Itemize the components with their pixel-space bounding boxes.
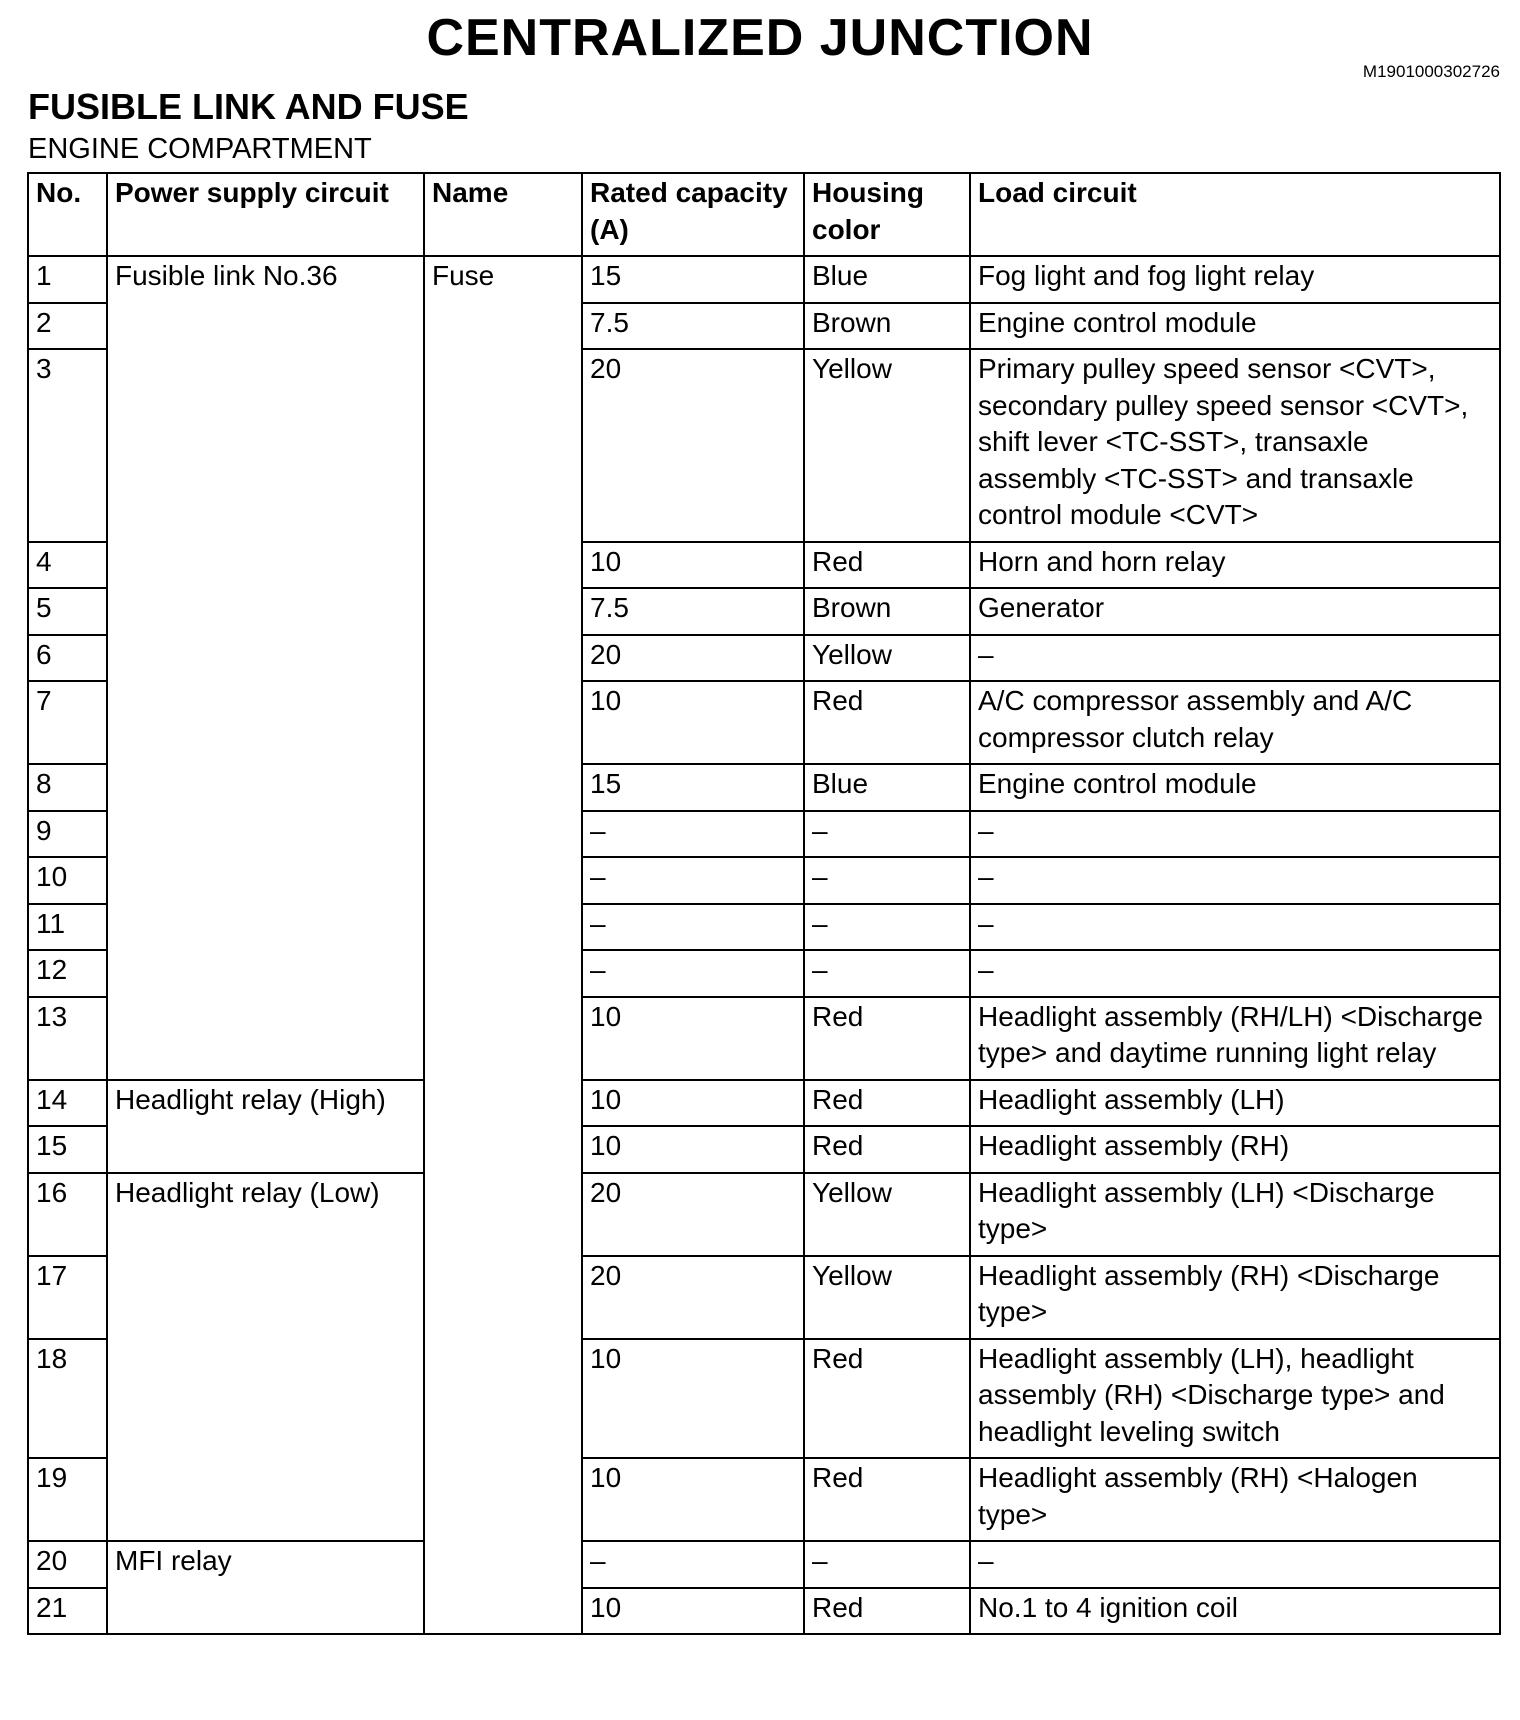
cell-load: Primary pulley speed sensor <CVT>, secondary pulley speed sensor <CVT>, shift lever <TC-SST>, transaxle assembly <TC-SST> and transaxle control module <CVT> [970,349,1500,542]
header-no: No. [28,173,107,256]
cell-no: 9 [28,811,107,858]
cell-color: – [804,904,970,951]
cell-load: – [970,811,1500,858]
cell-color: Red [804,542,970,589]
cell-name: Fuse [424,256,582,1634]
cell-no: 8 [28,764,107,811]
cell-load: Fog light and fog light relay [970,256,1500,303]
cell-load: A/C compressor assembly and A/C compressor clutch relay [970,681,1500,764]
cell-load: Headlight assembly (RH) <Halogen type> [970,1458,1500,1541]
cell-no: 19 [28,1458,107,1541]
cell-color: Red [804,1080,970,1127]
header-name: Name [424,173,582,256]
table-header-row [28,173,1500,256]
cell-color: Yellow [804,349,970,542]
cell-no: 4 [28,542,107,589]
cell-load: – [970,635,1500,682]
cell-no: 16 [28,1173,107,1256]
cell-no: 12 [28,950,107,997]
cell-rated: 10 [582,542,804,589]
cell-rated: 20 [582,1256,804,1339]
table-row [28,1173,1500,1256]
cell-color: Red [804,1339,970,1459]
cell-no: 1 [28,256,107,303]
cell-load: – [970,1541,1500,1588]
cell-no: 21 [28,1588,107,1635]
cell-load: No.1 to 4 ignition coil [970,1588,1500,1635]
cell-load: Headlight assembly (RH/LH) <Discharge type> and daytime running light relay [970,997,1500,1080]
cell-rated: – [582,811,804,858]
cell-load: Horn and horn relay [970,542,1500,589]
cell-rated: 10 [582,1080,804,1127]
cell-load: – [970,857,1500,904]
cell-color: Yellow [804,1256,970,1339]
cell-rated: 20 [582,349,804,542]
cell-load: Headlight assembly (LH), headlight assembly (RH) <Discharge type> and headlight leveling switch [970,1339,1500,1459]
cell-rated: – [582,904,804,951]
cell-rated: 10 [582,997,804,1080]
cell-rated: – [582,950,804,997]
header-housing-color: Housing color [804,173,970,256]
cell-rated: 7.5 [582,303,804,350]
cell-rated: 10 [582,1126,804,1173]
cell-color: Red [804,1588,970,1635]
cell-power-supply: Headlight relay (High) [107,1080,424,1173]
cell-color: – [804,950,970,997]
cell-color: Blue [804,764,970,811]
cell-rated: 10 [582,681,804,764]
document-code: M1901000302726 [1362,62,1500,81]
cell-rated: – [582,1541,804,1588]
cell-load: Headlight assembly (LH) [970,1080,1500,1127]
cell-color: Blue [804,256,970,303]
cell-load: Headlight assembly (LH) <Discharge type> [970,1173,1500,1256]
subsection-title: ENGINE COMPARTMENT [28,133,372,165]
page-title: CENTRALIZED JUNCTION [426,9,1094,67]
cell-rated: – [582,857,804,904]
cell-no: 10 [28,857,107,904]
cell-color: Red [804,997,970,1080]
cell-color: Brown [804,588,970,635]
cell-rated: 20 [582,1173,804,1256]
cell-load: – [970,950,1500,997]
header-power-supply: Power supply circuit [107,173,424,256]
cell-no: 2 [28,303,107,350]
cell-color: Red [804,1126,970,1173]
cell-rated: 10 [582,1588,804,1635]
cell-rated: 20 [582,635,804,682]
header-rated-capacity: Rated capacity (A) [582,173,804,256]
cell-rated: 10 [582,1458,804,1541]
cell-load: – [970,904,1500,951]
cell-rated: 7.5 [582,588,804,635]
cell-color: Yellow [804,635,970,682]
cell-no: 13 [28,997,107,1080]
cell-no: 15 [28,1126,107,1173]
cell-no: 14 [28,1080,107,1127]
header-load-circuit: Load circuit [970,173,1500,256]
cell-load: Engine control module [970,303,1500,350]
cell-color: – [804,811,970,858]
cell-rated: 10 [582,1339,804,1459]
cell-no: 7 [28,681,107,764]
cell-color: Red [804,1458,970,1541]
table-row [28,256,1500,303]
cell-load: Headlight assembly (RH) [970,1126,1500,1173]
cell-power-supply: Fusible link No.36 [107,256,424,1080]
cell-no: 18 [28,1339,107,1459]
cell-rated: 15 [582,764,804,811]
cell-color: Brown [804,303,970,350]
cell-no: 20 [28,1541,107,1588]
cell-load: Generator [970,588,1500,635]
cell-no: 5 [28,588,107,635]
cell-color: – [804,1541,970,1588]
cell-no: 17 [28,1256,107,1339]
cell-power-supply: Headlight relay (Low) [107,1173,424,1542]
cell-rated: 15 [582,256,804,303]
section-title: FUSIBLE LINK AND FUSE [28,86,469,127]
cell-color: – [804,857,970,904]
table-row [28,1080,1500,1127]
cell-no: 11 [28,904,107,951]
fuse-table [27,172,1501,1635]
cell-load: Engine control module [970,764,1500,811]
cell-color: Yellow [804,1173,970,1256]
cell-power-supply: MFI relay [107,1541,424,1634]
cell-no: 6 [28,635,107,682]
cell-no: 3 [28,349,107,542]
cell-load: Headlight assembly (RH) <Discharge type> [970,1256,1500,1339]
table-row [28,1541,1500,1588]
cell-color: Red [804,681,970,764]
